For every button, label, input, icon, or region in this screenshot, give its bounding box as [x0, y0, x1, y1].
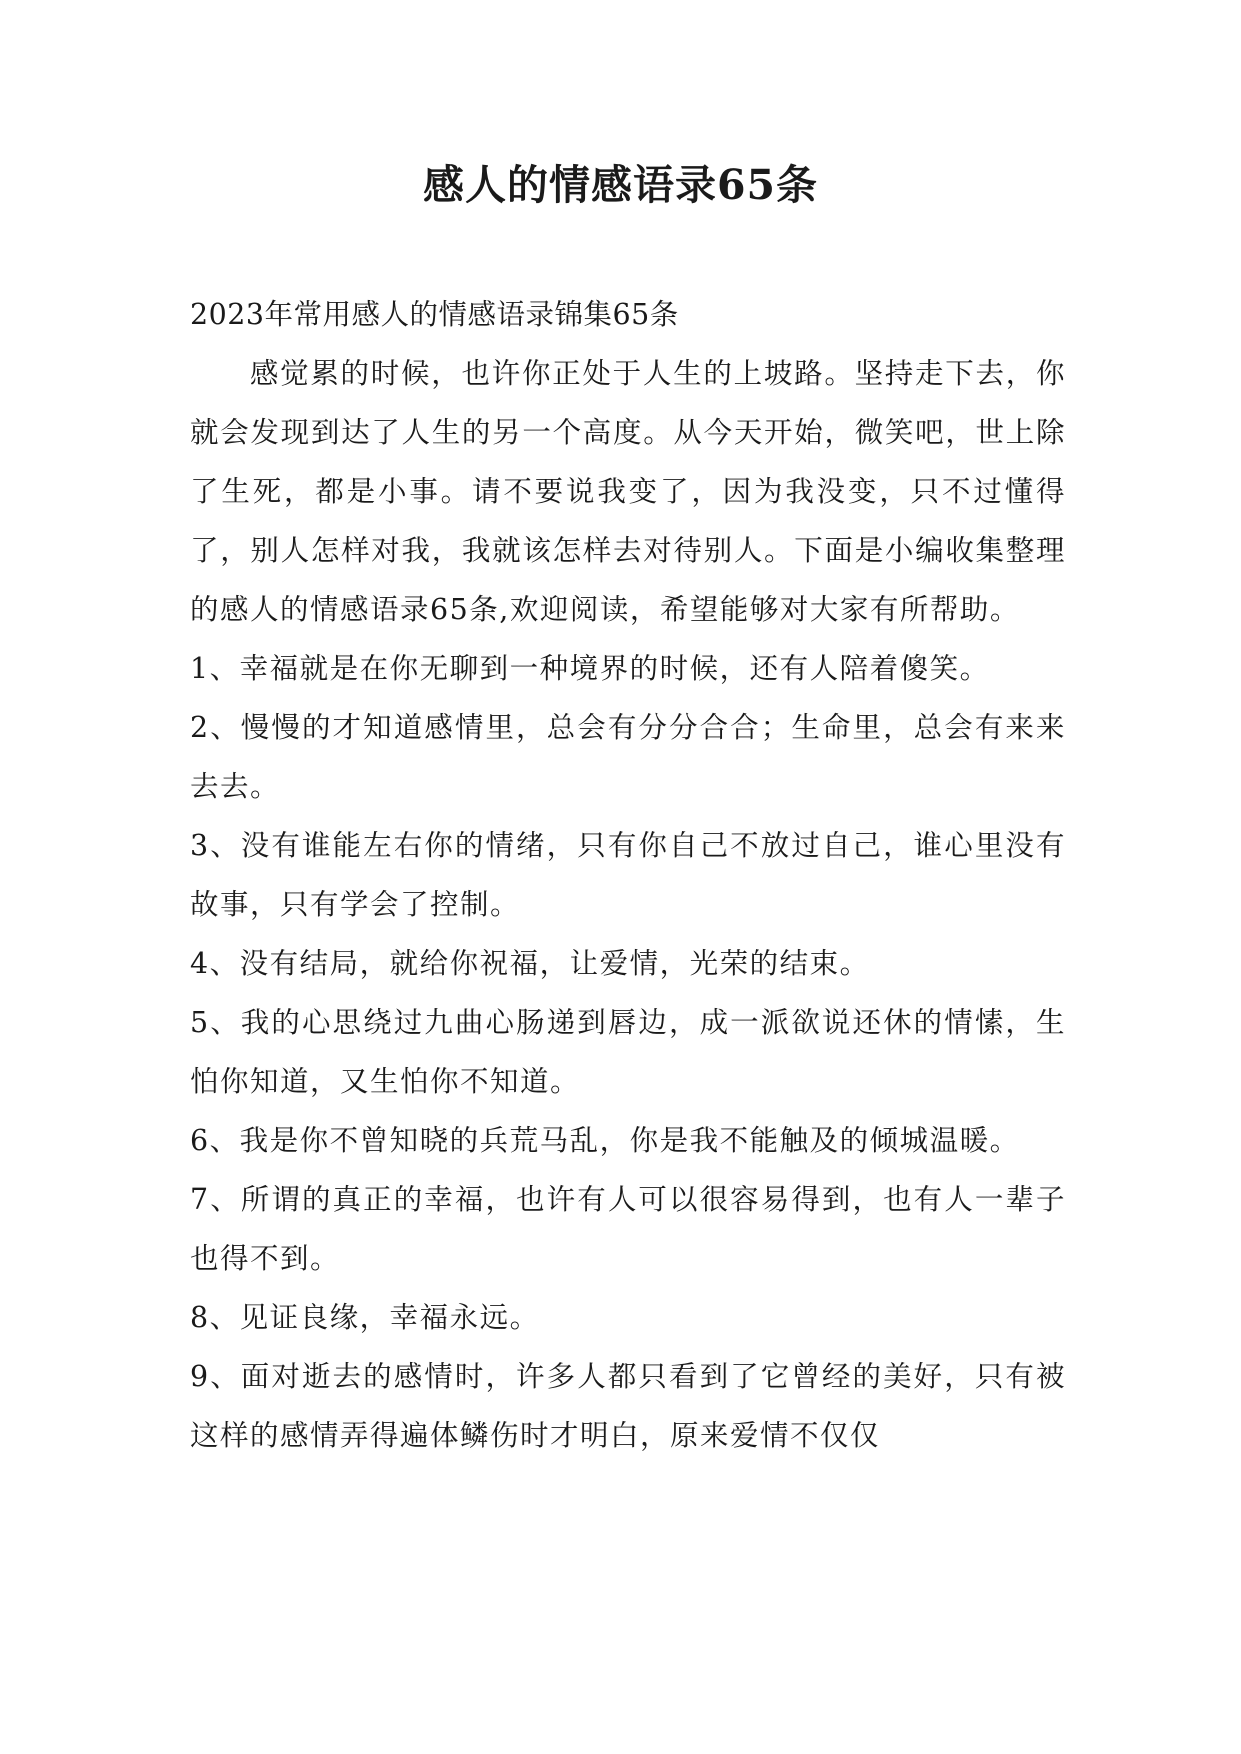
quote-item-3: 3、没有谁能左右你的情绪，只有你自己不放过自己，谁心里没有故事，只有学会了控制。	[190, 829, 1066, 921]
quote-item-4: 4、没有结局，就给你祝福，让爱情，光荣的结束。	[190, 947, 870, 980]
document-subtitle: 2023年常用感人的情感语录锦集65条	[190, 298, 679, 331]
quote-item-9: 9、面对逝去的感情时，许多人都只看到了它曾经的美好，只有被这样的感情弄得遍体鳞伤时才明白，原来爱情不仅仅	[190, 1360, 1066, 1452]
quote-item-1: 1、幸福就是在你无聊到一种境界的时候，还有人陪着傻笑。	[190, 652, 990, 685]
quote-item-8: 8、见证良缘，幸福永远。	[190, 1301, 540, 1334]
quote-item-6: 6、我是你不曾知晓的兵荒马乱，你是我不能触及的倾城温暖。	[190, 1124, 1020, 1157]
document-body	[190, 285, 1066, 1465]
document-title: 感人的情感语录65条	[422, 161, 819, 209]
quote-item-5: 5、我的心思绕过九曲心肠递到唇边，成一派欲说还休的情愫，生怕你知道，又生怕你不知道。	[190, 1006, 1066, 1098]
intro-paragraph: 感觉累的时候，也许你正处于人生的上坡路。坚持走下去，你就会发现到达了人生的另一个高度。从今天开始，微笑吧，世上除了生死，都是小事。请不要说我变了，因为我没变，只不过懂得了，别人怎样对我，我就该怎样去对待别人。下面是小编收集整理的感人的情感语录65条,欢迎阅读，希望能够对大家有所帮助。	[190, 357, 1066, 626]
quote-item-7: 7、所谓的真正的幸福，也许有人可以很容易得到，也有人一辈子也得不到。	[190, 1183, 1066, 1275]
quote-item-2: 2、慢慢的才知道感情里，总会有分分合合；生命里，总会有来来去去。	[190, 711, 1066, 803]
